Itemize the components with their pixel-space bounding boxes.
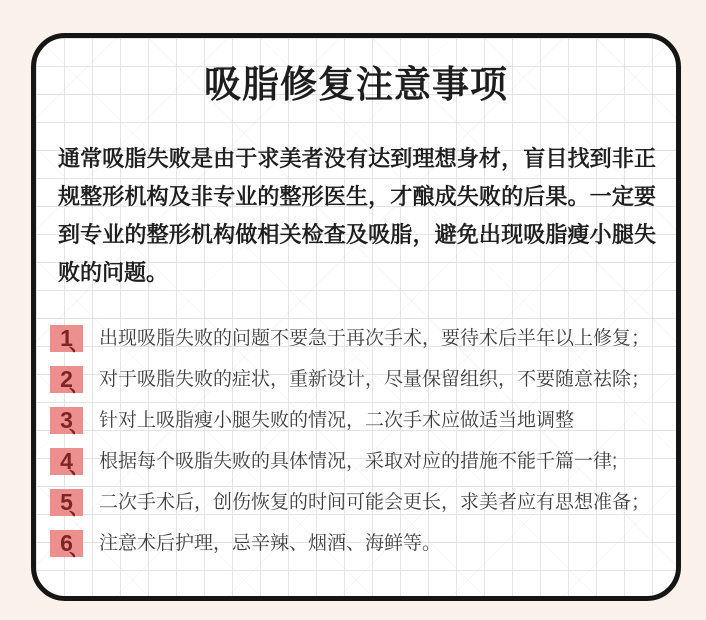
item-number-separator: 、: [69, 456, 89, 478]
list-item: [50, 366, 654, 396]
item-number-badge: 6: [50, 530, 83, 557]
item-number-separator: 、: [69, 333, 89, 355]
page-title: 吸脂修复注意事项: [204, 64, 508, 105]
item-number-badge: 3: [50, 407, 83, 434]
list-item: [50, 325, 654, 355]
intro-paragraph: 通常吸脂失败是由于求美者没有达到理想身材，盲目找到非正规整形机构及非专业的整形医生，才酿成失败的后果。一定要到专业的整形机构做相关检查及吸脂，避免出现吸脂瘦小腿失败的问题。: [58, 146, 656, 285]
item-number-separator: 、: [69, 497, 89, 519]
item-number-badge: 2: [50, 366, 83, 393]
notice-card: [31, 33, 681, 601]
list-item-text: 二次手术后，创伤恢复的时间可能会更长，求美者应有思想准备；: [99, 492, 651, 513]
item-number-separator: 、: [69, 374, 89, 396]
item-number-separator: 、: [69, 538, 89, 560]
list-item: [50, 448, 654, 478]
list-item: [50, 530, 654, 560]
list-item: [50, 489, 654, 519]
item-number-separator: 、: [69, 415, 89, 437]
list-item-text: 针对上吸脂瘦小腿失败的情况，二次手术应做适当地调整: [99, 410, 575, 431]
notice-list: [50, 325, 654, 560]
item-number-badge: 4: [50, 448, 83, 475]
list-item-text: 根据每个吸脂失败的具体情况，采取对应的措施不能千篇一律;: [99, 451, 618, 472]
list-item-text: 出现吸脂失败的问题不要急于再次手术，要待术后半年以上修复；: [99, 328, 651, 349]
item-number-badge: 1: [50, 325, 83, 352]
list-item-text: 对于吸脂失败的症状，重新设计，尽量保留组织，不要随意祛除；: [99, 369, 651, 390]
list-item-text: 注意术后护理，忌辛辣、烟酒、海鲜等。: [99, 533, 442, 554]
item-number-badge: 5: [50, 489, 83, 516]
list-item: [50, 407, 654, 437]
